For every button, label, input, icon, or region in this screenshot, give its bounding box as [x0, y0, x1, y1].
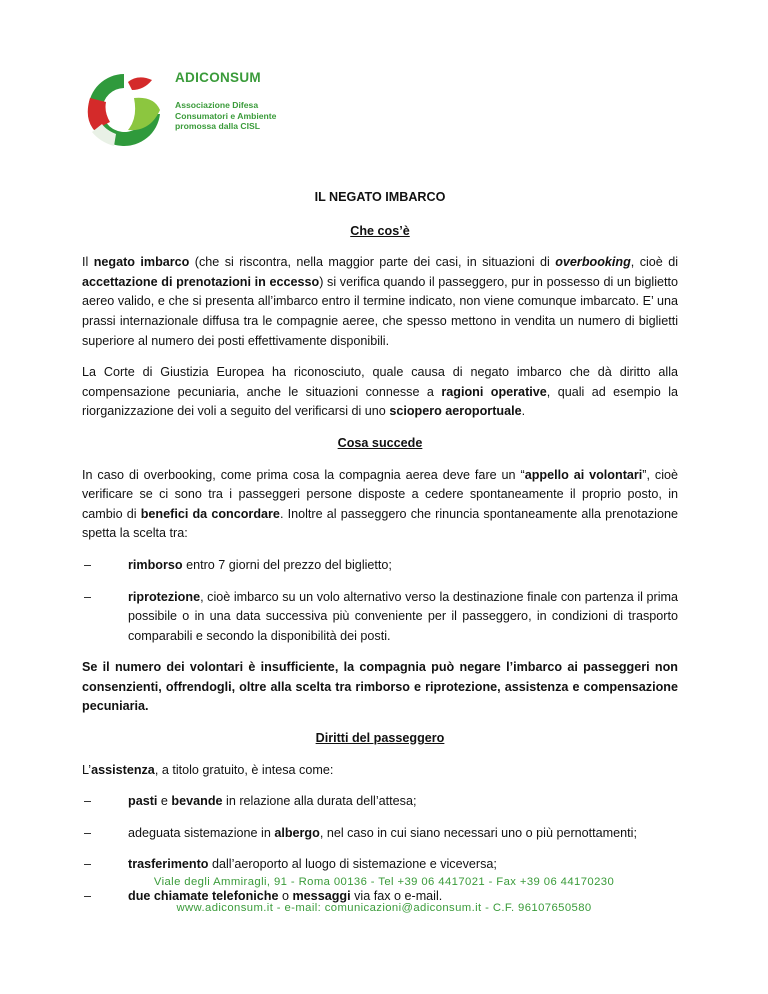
logo-tagline [175, 100, 276, 132]
paragraph-insufficient-volunteers: Se il numero dei volontari è insufficiente, la compagnia può negare l’imbarco ai passeggeri non consenzienti, offrendogli, oltre alla scelta tra rimborso e riprotezione, assistenza e compensazione pecuniaria. [82, 660, 678, 714]
paragraph-definition: Il negato imbarco (che si riscontra, nella maggior parte dei casi, in situazioni di overbooking, cioè di accettazione di prenotazioni in eccesso) si verifica quando il passeggero, pur in possesso di un biglietto aereo valido, e che si presenta all’imbarco entro il termine indicato, non viene comunque imbarcato. E’ una prassi internazionale diffusa tra le compagnie aeree, che spesso mettono in vendita un numero di biglietti superiore al numero dei posti effettivamente disponibili. [82, 255, 679, 348]
list-item: – rimborso entro 7 giorni del prezzo del biglietto; [84, 557, 392, 572]
logo-tagline-line: promossa dalla CISL [175, 121, 261, 131]
list-item: – due chiamate telefoniche o messaggi via fax o e-mail. [84, 889, 443, 904]
options-list [82, 556, 678, 646]
adiconsum-logo-icon [80, 68, 168, 152]
paragraph-assistance: L’assistenza, a titolo gratuito, è intesa come: [82, 762, 334, 777]
list-item: – adeguata sistemazione in albergo, nel caso in cui siano necessari uno o più pernottamenti; [84, 825, 637, 840]
section-heading-cosa-succede: Cosa succede [337, 435, 423, 450]
list-item: – pasti e bevande in relazione alla durata dell’attesa; [84, 794, 417, 809]
section-heading-diritti: Diritti del passeggero [315, 731, 445, 746]
paragraph-court-ruling: La Corte di Giustizia Europea ha riconosciuto, quale causa di negato imbarco che dà diritto alla compensazione pecuniaria, anche le situazioni connesse a ragioni operative, quali ad esempio la riorganizzazione dei voli a seguito del verificarsi di uno sciopero aeroportuale. [82, 365, 678, 419]
assistance-list [82, 792, 678, 906]
list-item: – trasferimento dall’aeroporto al luogo di sistemazione e viceversa; [84, 857, 497, 872]
logo-tagline-line: Consumatori e Ambiente [175, 110, 277, 121]
document-title: IL NEGATO IMBARCO [314, 190, 446, 204]
footer-contacts: www.adiconsum.it - e-mail: comunicazioni@adiconsum.it - C.F. 96107650580 [176, 902, 592, 914]
adiconsum-logo [80, 68, 380, 152]
list-item: – riprotezione, cioè imbarco su un volo alternativo verso la destinazione finale con partenza il prima possibile o in una data successiva più conveniente per il passeggero, in condizioni di trasporto comparabili e secondo la disponibilità dei posti. [84, 589, 678, 643]
logo-tagline-line: Associazione Difesa [175, 100, 259, 110]
paragraph-volunteers: In caso di overbooking, come prima cosa la compagnia aerea deve fare un “appello ai volontari”, cioè verificare se ci sono tra i passeggeri persone disposte a cedere spontaneamente il proprio posto, in cambio di benefici da concordare. Inoltre al passeggero che rinuncia spontaneamente alla prenotazione spetta la scelta tra: [82, 467, 679, 541]
logo-name: ADICONSUM [175, 70, 261, 85]
footer-address: Viale degli Ammiragli, 91 - Roma 00136 - Tel +39 06 4417021 - Fax +39 06 44170230 [153, 876, 615, 888]
section-heading-che-cose: Che cos’è [350, 223, 410, 238]
document-body [82, 188, 678, 919]
